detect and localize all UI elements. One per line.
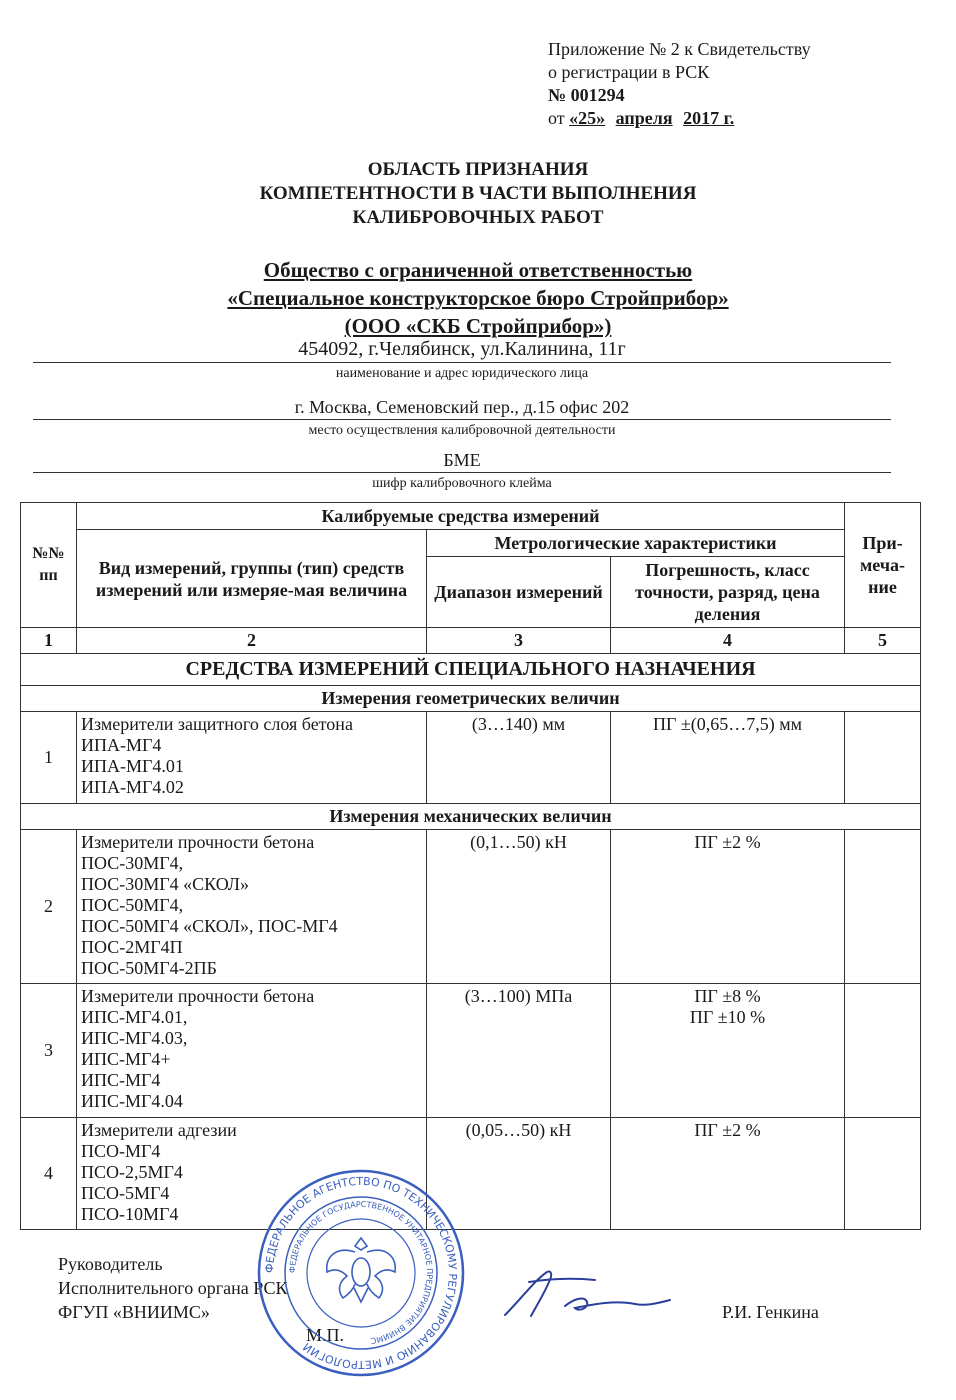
header-error: Погрешность, класс точности, разряд, цена деления: [611, 557, 845, 628]
signatory-line-1: Руководитель: [58, 1254, 163, 1274]
org-line-2: «Специальное конструкторское бюро Стройприбор»: [227, 286, 729, 310]
row-error: ПГ ±2 %: [694, 832, 761, 852]
signatory-line-3: ФГУП «ВНИИМС»: [58, 1302, 210, 1322]
row-line: ПОС-50МГ4,: [81, 895, 184, 915]
row-error-cell: [611, 984, 845, 1118]
header-group: Калибруемые средства измерений: [77, 503, 845, 530]
address-label: наименование и адрес юридического лица: [335, 366, 589, 381]
table-row: [21, 1118, 921, 1230]
address-value: 454092, г.Челябинск, ул.Калинина, 11г: [33, 338, 891, 363]
row-line: Измерители адгезии: [81, 1120, 237, 1140]
row-range: (0,05…50) кН: [427, 1118, 611, 1230]
row-line: ПОС-50МГ4-2ПБ: [81, 958, 217, 978]
section-geom: Измерения геометрических величин: [21, 686, 921, 712]
header-metro: Метрологические характеристики: [427, 530, 845, 557]
org-line-3: (ООО «СКБ Стройприбор»): [344, 314, 612, 338]
seal-inner-text: [288, 1200, 434, 1345]
row-line: ПСО-5МГ4: [81, 1183, 170, 1203]
seal-outer-path: ФЕДЕРАЛЬНОЕ АГЕНТСТВО ПО ТЕХНИЧЕСКОМУ РЕГУЛИРОВАНИЮ И МЕТРОЛОГИИ: [262, 1174, 460, 1372]
date-month: апреля: [615, 108, 673, 128]
row-note: [845, 984, 921, 1118]
annex-line-2: о регистрации в РСК: [548, 62, 710, 82]
annex-block: [548, 38, 811, 130]
row-note: [845, 1118, 921, 1230]
header-type: Вид измерений, группы (тип) средств измерений или измеряе-мая величина: [77, 530, 427, 628]
location-label: место осуществления калибровочной деятельности: [308, 423, 616, 438]
header-note: При-меча-ние: [845, 503, 921, 628]
signature-graphic: [495, 1260, 695, 1330]
row-error-cell: [611, 830, 845, 984]
document-title: [0, 158, 956, 230]
row-line: ПСО-2,5МГ4: [81, 1162, 183, 1182]
row-line: ИПС-МГ4.04: [81, 1091, 183, 1111]
row-line: Измерители прочности бетона: [81, 986, 315, 1006]
date-year: 2017 г.: [683, 108, 735, 128]
row-line: ПОС-30МГ4 «СКОЛ»: [81, 874, 250, 894]
calibration-table: [20, 502, 921, 1230]
row-note: [845, 830, 921, 984]
section-main-row: [21, 654, 921, 686]
title-line-3: КАЛИБРОВОЧНЫХ РАБОТ: [352, 207, 604, 228]
row-error: ПГ ±2 %: [694, 1120, 761, 1140]
annex-number: № 001294: [548, 85, 625, 105]
stamp-place-label: М.П.: [306, 1325, 345, 1345]
official-seal: [256, 1168, 466, 1383]
row-type-cell: [77, 712, 427, 804]
row-line: Измерители защитного слоя бетона: [81, 714, 353, 734]
row-num: 2: [21, 830, 77, 984]
title-line-2: КОМПЕТЕНТНОСТИ В ЧАСТИ ВЫПОЛНЕНИЯ: [259, 183, 697, 204]
row-error: ПГ ±(0,65…7,5) мм: [652, 714, 803, 734]
table-row: [21, 984, 921, 1118]
col-num-5: 5: [845, 628, 921, 654]
cipher-value: БМЕ: [33, 450, 891, 473]
row-error-cell: [611, 1118, 845, 1230]
row-num: 3: [21, 984, 77, 1118]
row-line: ИПС-МГ4.01,: [81, 1007, 188, 1027]
section-mech: Измерения механических величин: [21, 804, 921, 830]
handwritten-signature: [495, 1260, 695, 1335]
row-type-cell: [77, 830, 427, 984]
row-line: ИПА-МГ4: [81, 735, 162, 755]
row-num: 1: [21, 712, 77, 804]
row-range: (3…100) МПа: [427, 984, 611, 1118]
signatory-line-2: Исполнительного органа РСК: [58, 1278, 288, 1298]
header-range: Диапазон измерений: [427, 557, 611, 628]
col-num-4: 4: [611, 628, 845, 654]
row-line: ПОС-50МГ4 «СКОЛ», ПОС-МГ4: [81, 916, 338, 936]
header-num: №№ пп: [21, 503, 77, 628]
row-line: ПСО-10МГ4: [81, 1204, 179, 1224]
seal-graphic: [256, 1168, 466, 1378]
signatory-name: Р.И. Генкина: [722, 1302, 819, 1322]
annex-date: [548, 107, 811, 130]
row-type-cell: [77, 984, 427, 1118]
row-line: ПОС-2МГ4П: [81, 937, 183, 957]
row-num: 4: [21, 1118, 77, 1230]
seal-inner-path: ФЕДЕРАЛЬНОЕ ГОСУДАРСТВЕННОЕ УНИТАРНОЕ ПРЕДПРИЯТИЕ ВНИИМС: [287, 1199, 435, 1346]
cipher-label: шифр калибровочного клейма: [372, 476, 552, 491]
address-field: [33, 338, 891, 382]
table-row: [21, 712, 921, 804]
row-error-cell: [611, 712, 845, 804]
cipher-field: [33, 450, 891, 492]
row-range: (3…140) мм: [427, 712, 611, 804]
row-line: ИПА-МГ4.02: [81, 777, 184, 797]
row-line: Измерители прочности бетона: [81, 832, 315, 852]
organization-name: [0, 256, 956, 340]
col-num-2: 2: [77, 628, 427, 654]
section-geom-row: [21, 686, 921, 712]
row-error: ПГ ±8 %: [694, 986, 761, 1006]
col-num-1: 1: [21, 628, 77, 654]
signatory-block: [58, 1252, 287, 1324]
row-range: (0,1…50) кН: [427, 830, 611, 984]
row-error: ПГ ±10 %: [689, 1007, 766, 1027]
location-field: [33, 397, 891, 439]
row-line: ИПС-МГ4.03,: [81, 1028, 188, 1048]
table-row: [21, 830, 921, 984]
eagle-emblem-icon: [327, 1238, 395, 1302]
col-num-3: 3: [427, 628, 611, 654]
title-line-1: ОБЛАСТЬ ПРИЗНАНИЯ: [367, 159, 589, 180]
row-line: ПОС-30МГ4,: [81, 853, 184, 873]
row-line: ПСО-МГ4: [81, 1141, 161, 1161]
column-numbers-row: [21, 628, 921, 654]
row-line: ИПС-МГ4: [81, 1070, 161, 1090]
row-line: ИПС-МГ4+: [81, 1049, 171, 1069]
date-prefix: от: [548, 108, 565, 128]
org-line-1: Общество с ограниченной ответственностью: [263, 258, 693, 282]
section-mech-row: [21, 804, 921, 830]
date-day: «25»: [569, 108, 606, 128]
row-note: [845, 712, 921, 804]
section-main: СРЕДСТВА ИЗМЕРЕНИЙ СПЕЦИАЛЬНОГО НАЗНАЧЕНИЯ: [21, 654, 921, 686]
row-line: ИПА-МГ4.01: [81, 756, 184, 776]
annex-line-1: Приложение № 2 к Свидетельству: [548, 39, 811, 59]
location-value: г. Москва, Семеновский пер., д.15 офис 202: [33, 397, 891, 420]
